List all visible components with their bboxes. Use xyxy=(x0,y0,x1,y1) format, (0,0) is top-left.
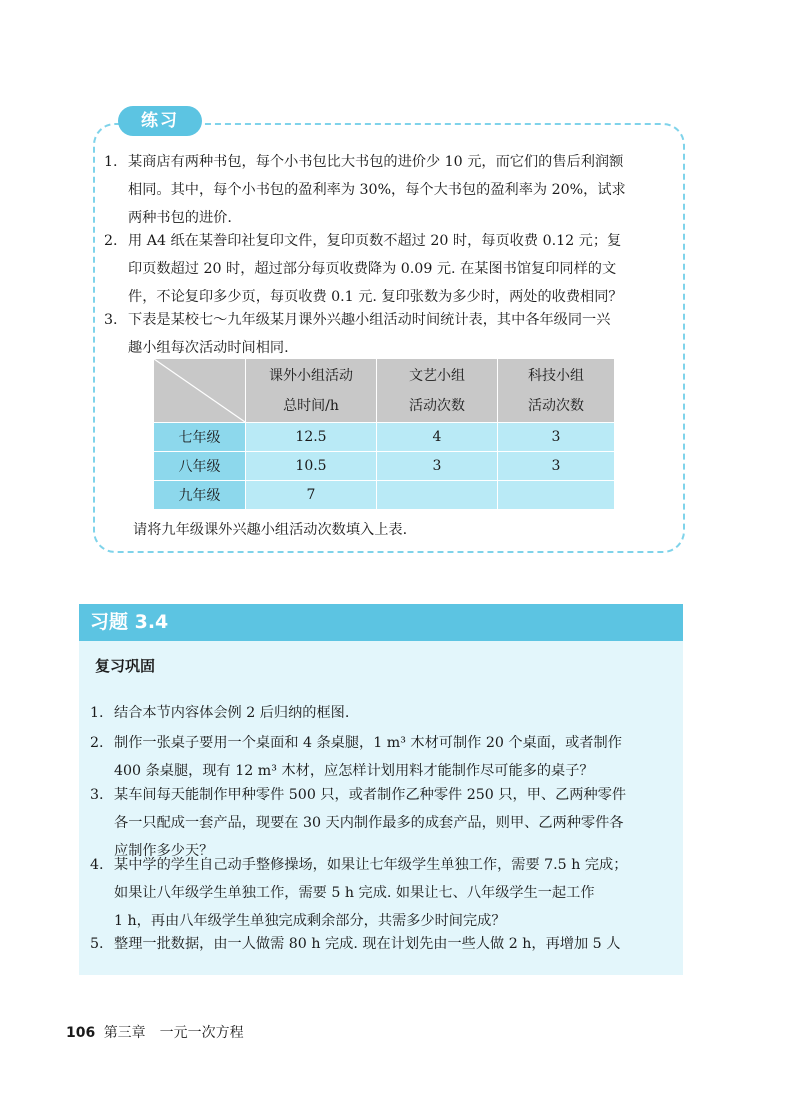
question-line: 相同。其中，每个小书包的盈利率为 30%，每个大书包的盈利率为 20%，试求 xyxy=(128,182,626,198)
cell-tech: 3 xyxy=(498,452,615,481)
exercise-line: 各一只配成一套产品，现要在 30 天内制作最多的成套产品，则甲、乙两种零件各 xyxy=(114,815,624,831)
cell-art: 4 xyxy=(377,423,498,452)
table-note: 请将九年级课外兴趣小组活动次数填入上表. xyxy=(133,522,408,538)
chapter-title: 第三章 一元一次方程 xyxy=(103,1025,244,1041)
exercise-title-bar xyxy=(79,604,683,641)
diagonal-line-icon xyxy=(154,359,245,422)
exercise-number: 3. xyxy=(90,787,104,803)
column-header-art xyxy=(377,359,498,423)
exercise-line: 结合本节内容体会例 2 后归纳的框图. xyxy=(114,705,350,721)
diagonal-header-cell xyxy=(154,359,246,423)
exercise-item-2 xyxy=(90,729,622,785)
exercise-line: 400 条桌腿，现有 12 m³ 木材，应怎样计划用料才能制作尽可能多的桌子？ xyxy=(114,763,594,779)
practice-question-3 xyxy=(104,306,610,362)
activity-table xyxy=(153,358,615,510)
cell-art: 3 xyxy=(377,452,498,481)
exercise-number: 4. xyxy=(90,857,104,873)
column-header-time xyxy=(246,359,377,423)
question-line: 件，不论复印多少页，每页收费 0.1 元. 复印张数为多少时，两处的收费相同？ xyxy=(128,289,623,305)
practice-question-2 xyxy=(104,227,623,311)
table-header-row xyxy=(154,359,615,423)
cell-art-empty xyxy=(377,481,498,510)
question-number: 2. xyxy=(104,233,118,249)
exercise-number: 2. xyxy=(90,735,104,751)
header-line: 活动次数 xyxy=(528,397,584,414)
header-line: 文艺小组 xyxy=(409,367,465,384)
table-row xyxy=(154,423,615,452)
page-number: 106 xyxy=(66,1025,96,1041)
question-line: 用 A4 纸在某誊印社复印文件，复印页数不超过 20 时，每页收费 0.12 元；复 xyxy=(128,233,622,249)
row-header-grade: 七年级 xyxy=(154,423,246,452)
question-number: 1. xyxy=(104,154,118,170)
exercise-line: 应制作多少天？ xyxy=(114,843,214,859)
exercise-item-4 xyxy=(90,851,627,935)
page-footer xyxy=(66,1022,244,1042)
header-line: 活动次数 xyxy=(409,397,465,414)
question-line: 两种书包的进价. xyxy=(128,210,232,226)
question-number: 3. xyxy=(104,312,118,328)
question-line: 印页数超过 20 时，超过部分每页收费降为 0.09 元. 在某图书馆复印同样的文 xyxy=(128,261,617,277)
row-header-grade: 八年级 xyxy=(154,452,246,481)
practice-tab: 练习 xyxy=(118,106,202,136)
table-row xyxy=(154,481,615,510)
column-header-tech xyxy=(498,359,615,423)
exercise-line: 整理一批数据，由一人做需 80 h 完成. 现在计划先由一些人做 2 h，再增加 5 人 xyxy=(114,936,621,952)
header-line: 总时间/h xyxy=(283,397,339,414)
exercise-line: 如果让八年级学生单独工作，需要 5 h 完成. 如果让七、八年级学生一起工作 xyxy=(114,885,595,901)
exercise-line: 制作一张桌子要用一个桌面和 4 条桌腿，1 m³ 木材可制作 20 个桌面，或者制作 xyxy=(114,735,622,751)
cell-tech-empty xyxy=(498,481,615,510)
exercise-line: 某中学的学生自己动手整修操场，如果让七年级学生单独工作，需要 7.5 h 完成； xyxy=(114,857,628,873)
cell-tech: 3 xyxy=(498,423,615,452)
exercise-title: 习题 3.4 xyxy=(90,611,169,633)
cell-time: 12.5 xyxy=(246,423,377,452)
cell-time: 10.5 xyxy=(246,452,377,481)
exercise-line: 某车间每天能制作甲种零件 500 只，或者制作乙种零件 250 只，甲、乙两种零件 xyxy=(114,787,627,803)
question-line: 下表是某校七～九年级某月课外兴趣小组活动时间统计表，其中各年级同一兴 xyxy=(128,312,611,328)
cell-time: 7 xyxy=(246,481,377,510)
exercise-item-5 xyxy=(90,930,620,958)
row-header-grade: 九年级 xyxy=(154,481,246,510)
exercise-item-1 xyxy=(90,699,349,727)
exercise-subtitle: 复习巩固 xyxy=(95,657,156,675)
exercise-number: 5. xyxy=(90,936,104,952)
header-line: 科技小组 xyxy=(528,367,584,384)
header-line: 课外小组活动 xyxy=(269,367,353,384)
practice-question-1 xyxy=(104,148,626,232)
exercise-line: 1 h，再由八年级学生单独完成剩余部分，共需多少时间完成？ xyxy=(114,913,506,929)
question-line: 趣小组每次活动时间相同. xyxy=(128,340,289,356)
table-row xyxy=(154,452,615,481)
exercise-number: 1. xyxy=(90,705,104,721)
question-line: 某商店有两种书包，每个小书包比大书包的进价少 10 元，而它们的售后利润额 xyxy=(128,154,624,170)
